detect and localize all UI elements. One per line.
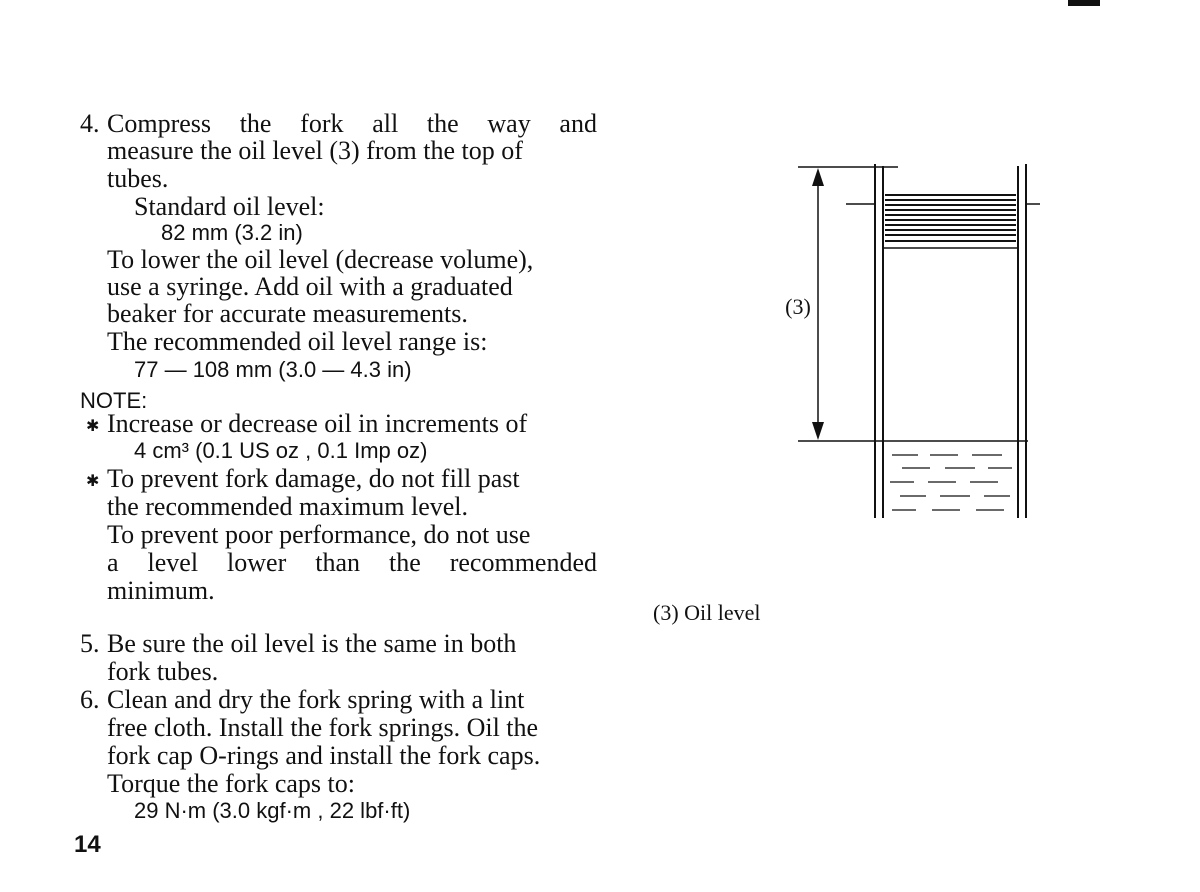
word: all	[372, 109, 399, 138]
step6-line3: fork cap O-rings and install the fork caps.	[107, 741, 541, 770]
standard-oil-label: Standard oil level:	[134, 192, 325, 221]
oil-level-diagram	[780, 160, 1040, 530]
word: lower	[227, 548, 287, 577]
page-number: 14	[74, 831, 101, 858]
word: and	[559, 109, 597, 138]
callout-label: (3)	[785, 294, 811, 319]
word: the	[388, 548, 421, 577]
step6-line1: Clean and dry the fork spring with a lint	[107, 685, 525, 714]
step5-line2: fork tubes.	[107, 657, 219, 686]
note-bullet2-line1: To prevent fork damage, do not fill past	[107, 464, 520, 493]
note-heading: NOTE:	[80, 388, 148, 413]
lower-line2: use a syringe. Add oil with a graduated	[107, 272, 513, 301]
word: Compress	[107, 109, 211, 138]
bullet-icon: ✱	[86, 473, 100, 490]
step4-number: 4.	[80, 109, 100, 138]
note-para-line2	[107, 549, 597, 576]
arrow-down-icon	[812, 422, 824, 440]
word: fork	[300, 109, 344, 138]
note-bullet1-line1: Increase or decrease oil in increments of	[107, 409, 528, 438]
increment-value: 4 cm³ (0.1 US oz , 0.1 Imp oz)	[134, 438, 428, 463]
note-para-line3: minimum.	[107, 576, 215, 605]
word: a	[107, 548, 119, 577]
word: way	[487, 109, 531, 138]
step5-line1: Be sure the oil level is the same in both	[107, 629, 517, 658]
oil-dashes	[890, 455, 1012, 510]
step6-line4: Torque the fork caps to:	[107, 769, 355, 798]
lower-line3: beaker for accurate measurements.	[107, 299, 468, 328]
word: the	[426, 109, 459, 138]
step6-line2: free cloth. Install the fork springs. Oil the	[107, 713, 539, 742]
step4-line1	[107, 110, 597, 137]
step4-line2: measure the oil level (3) from the top of	[107, 136, 523, 165]
word: than	[315, 548, 360, 577]
range-value: 77 — 108 mm (3.0 — 4.3 in)	[134, 357, 412, 382]
step5-number: 5.	[80, 629, 100, 658]
standard-oil-value: 82 mm (3.2 in)	[161, 220, 303, 245]
figure-caption: (3) Oil level	[653, 600, 761, 625]
lower-line1: To lower the oil level (decrease volume),	[107, 245, 534, 274]
step4-line3: tubes.	[107, 164, 169, 193]
spring-coils	[885, 195, 1016, 241]
step6-number: 6.	[80, 685, 100, 714]
word: level	[147, 548, 199, 577]
range-label: The recommended oil level range is:	[107, 327, 488, 356]
bullet-icon: ✱	[86, 418, 100, 435]
note-para-line1: To prevent poor performance, do not use	[107, 520, 531, 549]
word: recommended	[449, 548, 597, 577]
torque-value: 29 N·m (3.0 kgf·m , 22 lbf·ft)	[134, 798, 411, 823]
word: the	[239, 109, 272, 138]
header-rule	[1068, 0, 1100, 6]
arrow-up-icon	[812, 168, 824, 186]
note-bullet2-line2: the recommended maximum level.	[107, 492, 468, 521]
